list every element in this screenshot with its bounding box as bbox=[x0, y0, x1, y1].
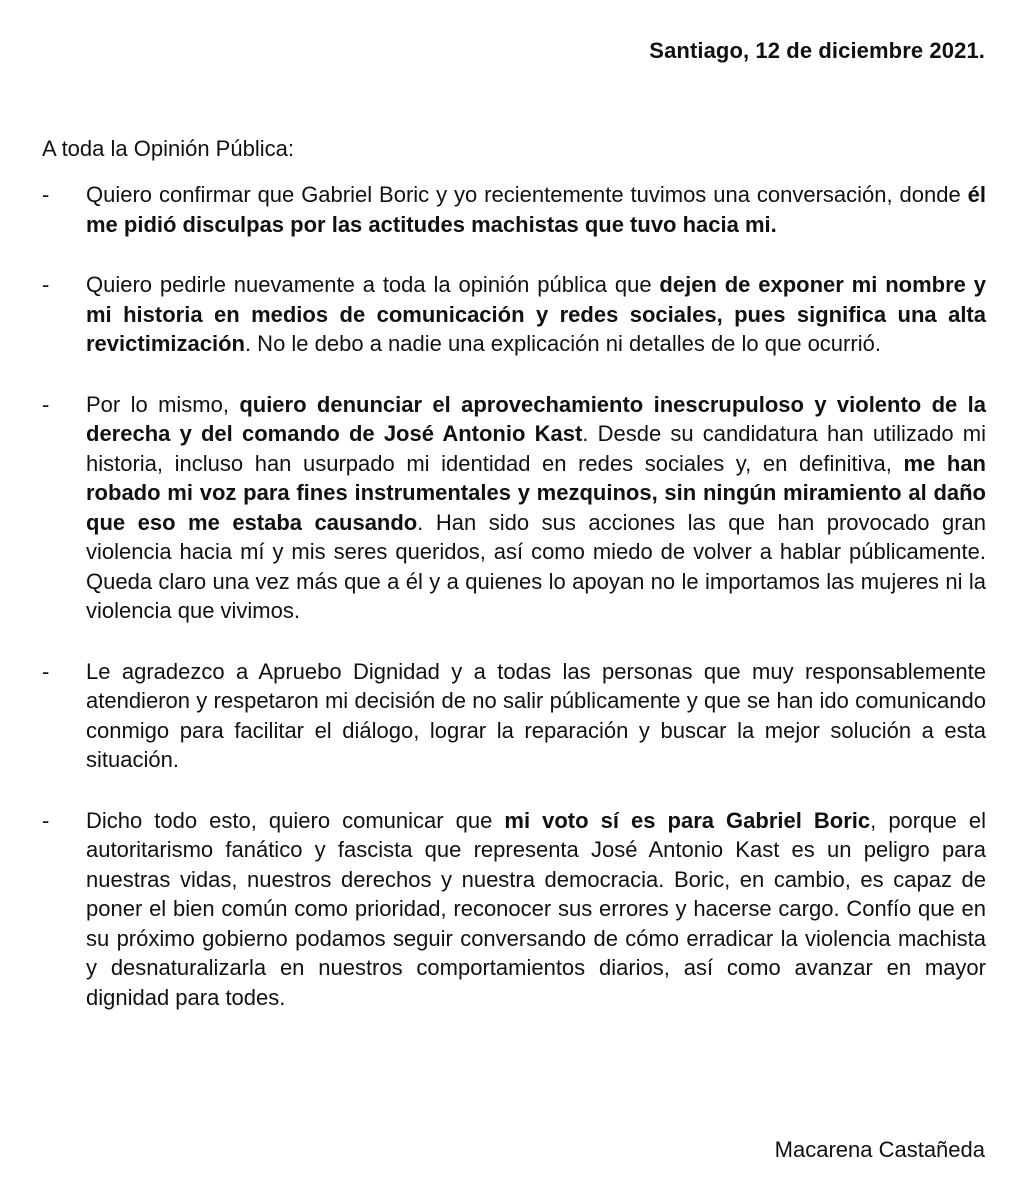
bullet-dash: - bbox=[42, 272, 50, 297]
bold-run: me han robado mi voz para fines instrumentales y mezquinos, sin ningún miramiento al daño que eso me estaba causando bbox=[86, 450, 986, 535]
bullet-dash: - bbox=[42, 182, 50, 207]
paragraph-list bbox=[42, 180, 986, 1043]
text-run: Quiero confirmar que Gabriel Boric y yo recientemente tuvimos una conversación, donde bbox=[86, 182, 968, 207]
paragraph-text bbox=[86, 180, 986, 239]
letter-date: Santiago, 12 de diciembre 2021. bbox=[649, 38, 985, 63]
bold-run: mi voto sí es para Gabriel Boric bbox=[504, 807, 871, 833]
paragraph-text bbox=[86, 657, 986, 775]
text-run: Quiero pedirle nuevamente a toda la opinión pública que bbox=[86, 272, 660, 297]
paragraph-text bbox=[86, 270, 986, 359]
letter-greeting: A toda la Opinión Pública: bbox=[42, 136, 294, 161]
paragraph-item bbox=[42, 390, 986, 626]
bold-run: quiero denunciar el aprovechamiento inescrupuloso y violento de la derecha y del comando de José Antonio Kast bbox=[86, 391, 986, 446]
bullet-dash: - bbox=[42, 807, 50, 833]
paragraph-text bbox=[86, 390, 986, 626]
text-run: Dicho todo esto, quiero comunicar que bbox=[86, 807, 505, 833]
text-run: Le agradezco a Apruebo Dignidad y a todas las personas que muy responsablemente atendieron y respetaron mi decisión de no salir públicamente y que se han ido comunicando conmigo para facilitar el diálogo, lograr la reparación y buscar la mejor solución a esta situación. bbox=[86, 658, 986, 772]
paragraph-item bbox=[42, 657, 986, 775]
text-run: . No le debo a nadie una explicación ni detalles de lo que ocurrió. bbox=[244, 331, 881, 356]
paragraph-item bbox=[42, 806, 986, 1013]
letter-signature: Macarena Castañeda bbox=[774, 1137, 985, 1162]
bold-run: dejen de exponer mi nombre y mi historia en medios de comunicación y redes sociales, pues significa una alta revictimización bbox=[86, 272, 986, 356]
bold-run: él me pidió disculpas por las actitudes machistas que tuvo hacia mi. bbox=[86, 182, 986, 237]
text-run: . Han sido sus acciones las que han provocado gran violencia hacia mí y mis seres queridos, así como miedo de volver a hablar públicamente. Queda claro una vez más que a él y a quienes lo apoyan no le importamos las mujeres ni la violencia que vivimos. bbox=[86, 509, 986, 623]
text-run: . Desde su candidatura han utilizado mi historia, incluso han usurpado mi identidad en redes sociales y, en definitiva, bbox=[86, 421, 986, 476]
paragraph-item bbox=[42, 270, 986, 359]
paragraph-text bbox=[86, 806, 986, 1013]
bullet-dash: - bbox=[42, 391, 50, 417]
text-run: , porque el autoritarismo fanático y fascista que representa José Antonio Kast es un peligro para nuestras vidas, nuestros derechos y nuestra democracia. Boric, en cambio, es capaz de poner el bien común como prioridad, reconocer sus errores y hacerse cargo. Confío que en su próximo gobierno podamos seguir conversando de cómo erradicar la violencia machista y desnaturalizarla en nuestros comportamientos diarios, así como avanzar en mayor dignidad para todes. bbox=[86, 807, 986, 1010]
text-run: Por lo mismo, bbox=[86, 391, 240, 417]
bullet-dash: - bbox=[42, 658, 50, 684]
paragraph-item bbox=[42, 180, 986, 239]
